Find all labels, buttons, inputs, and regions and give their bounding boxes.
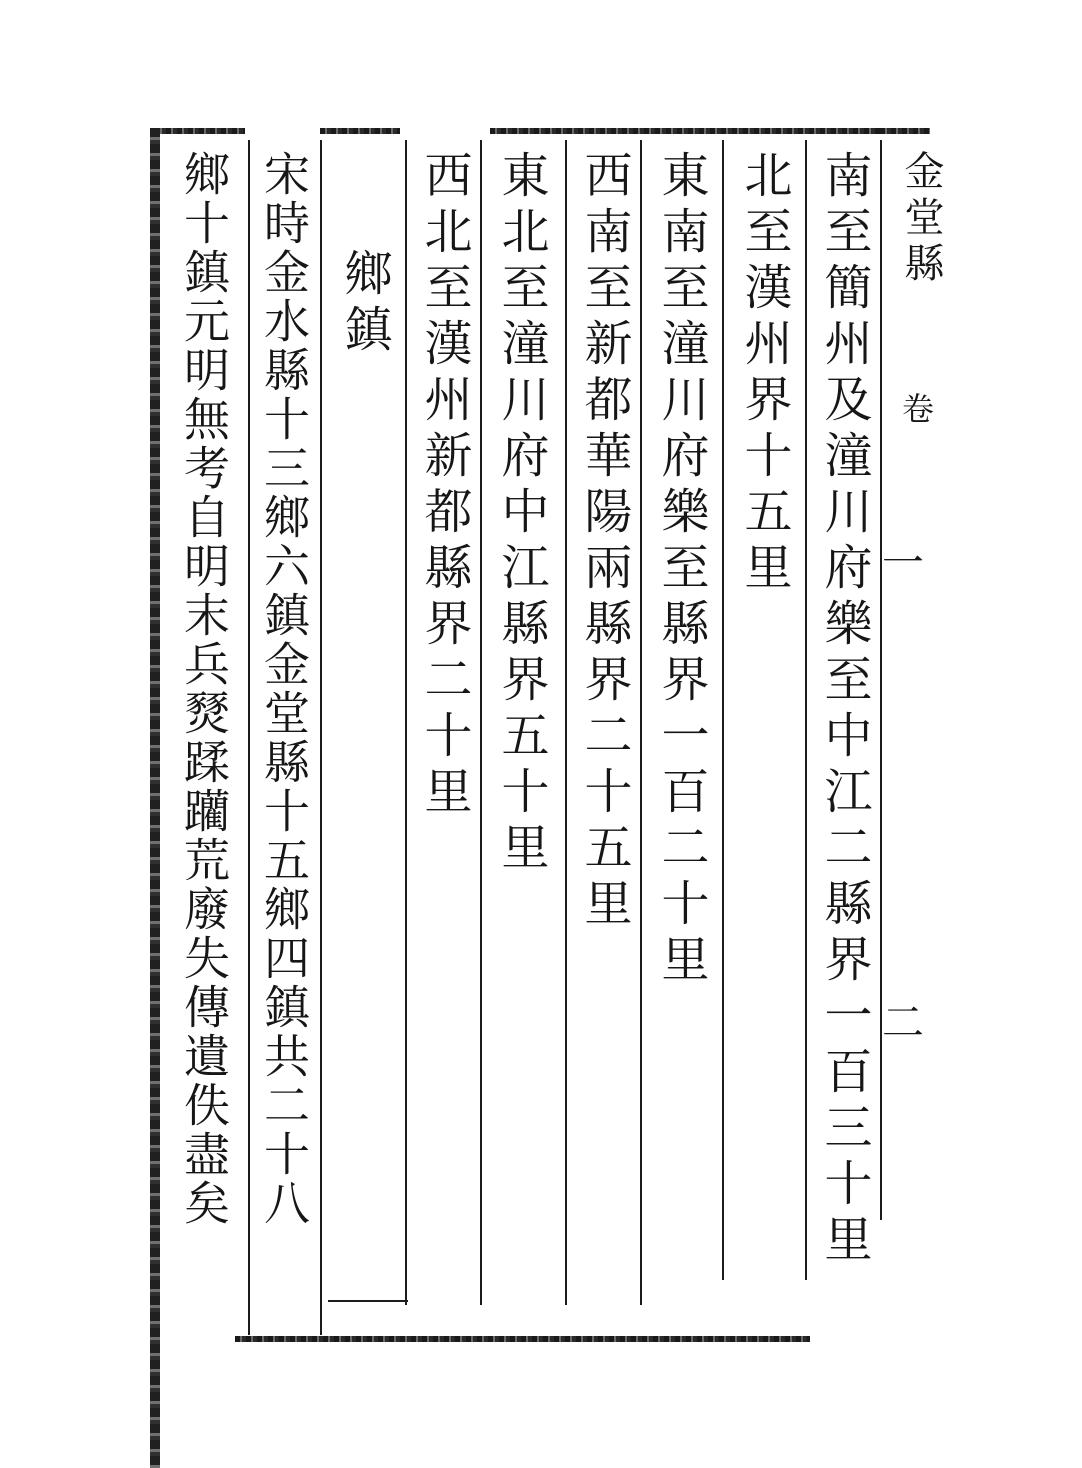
text-column: 宋時金水縣十三鄉六鎮金堂縣十五鄉四鎮共二十八 [257, 150, 311, 1228]
left-border [150, 128, 160, 1468]
text-column: 北至漢州界十五里 [736, 150, 792, 598]
top-border [490, 128, 900, 134]
text-column: 西南至新都華陽兩縣界二十五里 [576, 150, 632, 934]
column-divider [805, 140, 807, 1280]
column-divider [722, 140, 724, 1280]
column-divider [328, 1300, 408, 1302]
section-heading: 鄉鎮 [336, 248, 392, 360]
column-divider [405, 140, 407, 1305]
column-divider [480, 140, 482, 1305]
bottom-border [235, 1336, 810, 1342]
book-title: 金堂縣 [898, 150, 944, 288]
text-column: 東北至潼川府中江縣界五十里 [493, 150, 549, 878]
text-column: 南至簡州及潼川府樂至中江二縣界一百三十里 [816, 150, 872, 1270]
text-column: 鄉十鎮元明無考自明末兵燹蹂躪荒廢失傳遺佚盡矣 [177, 150, 231, 1228]
top-border [155, 128, 245, 134]
fold-number-top: 一 [876, 540, 925, 582]
column-divider [880, 140, 882, 1220]
top-border [320, 128, 400, 134]
column-divider [248, 140, 250, 1335]
column-divider [320, 140, 322, 1335]
column-divider [640, 140, 642, 1305]
volume-label: 卷 [897, 392, 935, 430]
column-divider [565, 140, 567, 1305]
text-column: 東南至潼川府樂至縣界一百二十里 [653, 150, 709, 990]
top-border [880, 128, 930, 134]
fold-number-bottom: 二 [876, 1000, 925, 1042]
text-column: 西北至漢州新都縣界二十里 [416, 150, 472, 822]
